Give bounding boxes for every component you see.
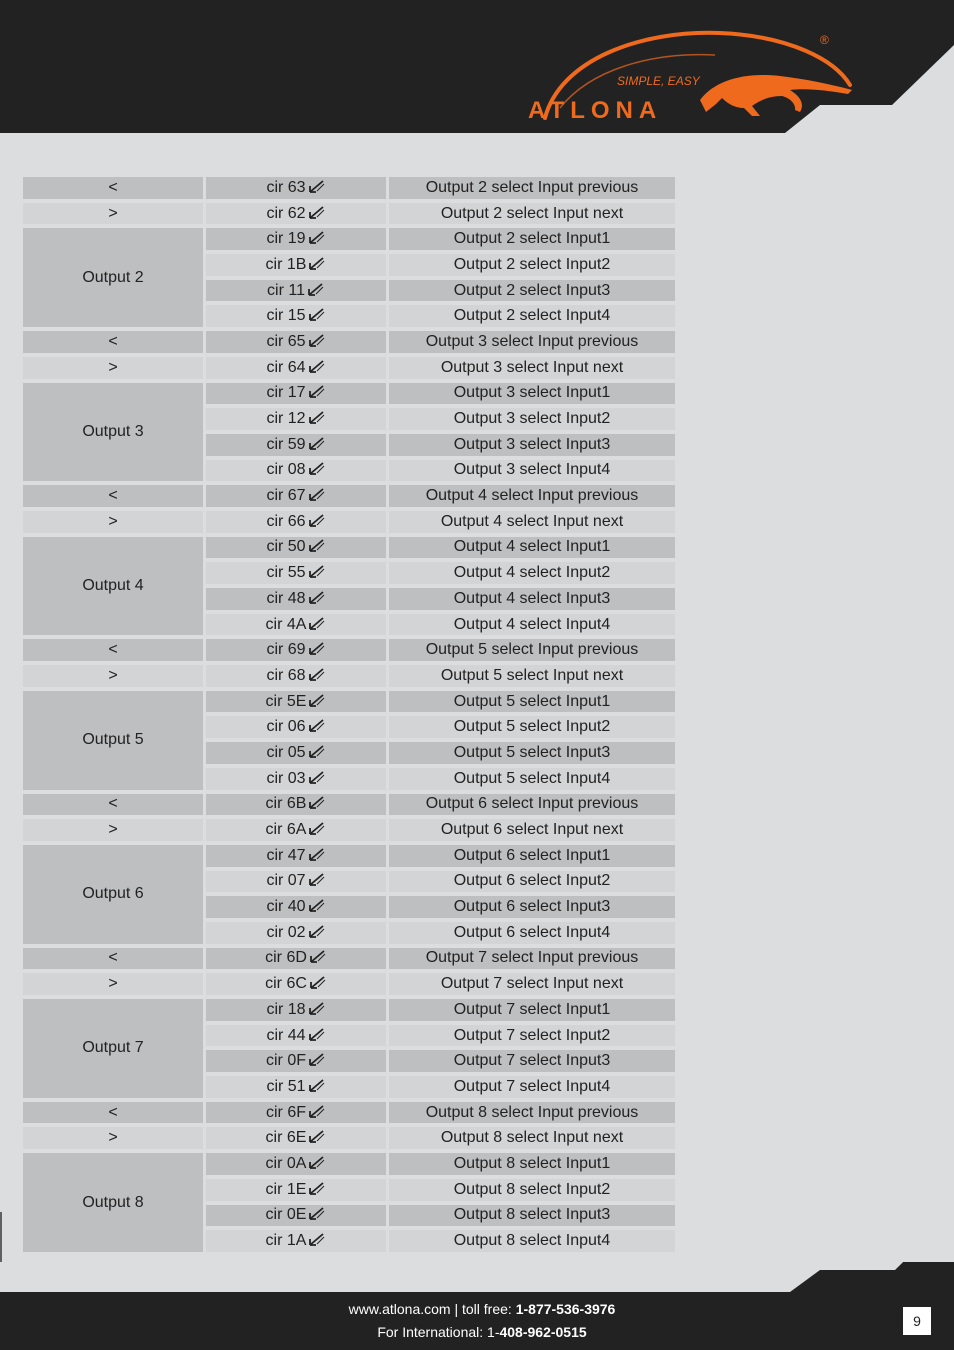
output-group-label: Output 5 (23, 691, 203, 790)
ir-code: cir 0F (266, 1052, 306, 1070)
ir-code-cell (206, 1179, 386, 1201)
table-row (23, 357, 675, 379)
ir-code: cir 15 (266, 307, 306, 325)
function-cell: Output 2 select Input3 (389, 280, 675, 302)
ir-code-table (20, 173, 678, 1256)
ir-code: cir 68 (266, 666, 306, 684)
ir-code: cir 07 (266, 872, 306, 890)
ir-code: cir 19 (266, 230, 306, 248)
website-link[interactable]: www.atlona.com (348, 1301, 451, 1317)
function-cell: Output 3 select Input3 (389, 434, 675, 456)
ir-code-cell (206, 639, 386, 661)
ir-code: cir 0A (265, 1154, 307, 1172)
ir-code-cell (206, 999, 386, 1021)
footer-international-line (0, 1323, 954, 1341)
return-arrow-icon (308, 744, 326, 758)
function-cell: Output 6 select Input3 (389, 896, 675, 918)
table-row (23, 383, 675, 405)
ir-code: cir 6E (265, 1129, 307, 1147)
return-arrow-icon (308, 1104, 326, 1118)
ir-code-cell (206, 537, 386, 559)
return-arrow-icon (308, 1155, 326, 1169)
output-group-label: Output 3 (23, 383, 203, 482)
ir-code-cell (206, 1230, 386, 1252)
button-cell: > (23, 511, 203, 533)
ir-code-cell (206, 1127, 386, 1149)
function-cell: Output 2 select Input previous (389, 177, 675, 199)
ir-code: cir 44 (266, 1026, 306, 1044)
ir-code-cell (206, 434, 386, 456)
table-row (23, 845, 675, 867)
table-row (23, 177, 675, 199)
button-cell: > (23, 357, 203, 379)
output-group-label: Output 8 (23, 1153, 203, 1252)
function-cell: Output 7 select Input4 (389, 1076, 675, 1098)
page-number: 9 (903, 1307, 931, 1335)
function-cell: Output 2 select Input2 (389, 254, 675, 276)
ir-code-cell (206, 896, 386, 918)
return-arrow-icon (308, 436, 326, 450)
return-arrow-icon (308, 333, 326, 347)
table-row (23, 794, 675, 816)
return-arrow-icon (308, 461, 326, 475)
button-cell: < (23, 1102, 203, 1124)
return-arrow-icon (308, 513, 326, 527)
page-footer (0, 1262, 954, 1350)
ir-code-cell (206, 819, 386, 841)
function-cell: Output 5 select Input previous (389, 639, 675, 661)
ir-code: cir 6D (265, 949, 307, 967)
ir-code-cell (206, 203, 386, 225)
table-row (23, 485, 675, 507)
function-cell: Output 7 select Input2 (389, 1025, 675, 1047)
button-cell: < (23, 485, 203, 507)
function-cell: Output 5 select Input next (389, 665, 675, 687)
ir-code: cir 47 (266, 846, 306, 864)
function-cell: Output 6 select Input next (389, 819, 675, 841)
return-arrow-icon (308, 770, 326, 784)
ir-code-cell (206, 742, 386, 764)
table-row (23, 1127, 675, 1149)
return-arrow-icon (308, 641, 326, 655)
ir-code-cell (206, 1153, 386, 1175)
function-cell: Output 4 select Input3 (389, 588, 675, 610)
return-arrow-icon (308, 847, 326, 861)
footer-contact-line (0, 1300, 954, 1318)
button-cell: < (23, 639, 203, 661)
ir-code: cir 48 (266, 589, 306, 607)
return-arrow-icon (308, 1052, 326, 1066)
ir-code: cir 06 (266, 718, 306, 736)
return-arrow-icon (308, 590, 326, 604)
function-cell: Output 8 select Input3 (389, 1205, 675, 1227)
button-cell: > (23, 203, 203, 225)
function-cell: Output 3 select Input next (389, 357, 675, 379)
table-row (23, 639, 675, 661)
table-row (23, 537, 675, 559)
return-arrow-icon (308, 410, 326, 424)
function-cell: Output 8 select Input previous (389, 1102, 675, 1124)
return-arrow-icon (309, 975, 327, 989)
function-cell: Output 2 select Input4 (389, 305, 675, 327)
ir-code: cir 03 (266, 769, 306, 787)
button-cell: < (23, 331, 203, 353)
ir-code-cell (206, 1025, 386, 1047)
return-arrow-icon (308, 821, 326, 835)
return-arrow-icon (308, 1232, 326, 1246)
return-arrow-icon (308, 1001, 326, 1015)
international-label: For International: 1- (377, 1324, 500, 1340)
ir-code-cell (206, 948, 386, 970)
button-cell: < (23, 794, 203, 816)
return-arrow-icon (308, 307, 326, 321)
function-cell: Output 5 select Input4 (389, 768, 675, 790)
ir-code: cir 62 (266, 204, 306, 222)
ir-code: cir 08 (266, 461, 306, 479)
ir-code: cir 6F (266, 1103, 306, 1121)
ir-code-cell (206, 716, 386, 738)
ir-code-cell (206, 1050, 386, 1072)
ir-code-cell (206, 871, 386, 893)
ir-code-cell (206, 1102, 386, 1124)
return-arrow-icon (308, 179, 326, 193)
table-row (23, 1102, 675, 1124)
return-arrow-icon (308, 616, 326, 630)
function-cell: Output 3 select Input2 (389, 408, 675, 430)
function-cell: Output 8 select Input next (389, 1127, 675, 1149)
table-row (23, 819, 675, 841)
ir-code: cir 63 (266, 178, 306, 196)
output-group-label: Output 7 (23, 999, 203, 1098)
ir-code: cir 0E (265, 1206, 307, 1224)
return-arrow-icon (308, 230, 326, 244)
left-edge-strip (0, 1212, 2, 1262)
function-cell: Output 7 select Input3 (389, 1050, 675, 1072)
ir-code-cell (206, 485, 386, 507)
return-arrow-icon (308, 667, 326, 681)
ir-code-cell (206, 665, 386, 687)
ir-code: cir 1B (265, 255, 307, 273)
ir-code-cell (206, 305, 386, 327)
function-cell: Output 8 select Input1 (389, 1153, 675, 1175)
function-cell: Output 4 select Input4 (389, 614, 675, 636)
button-cell: > (23, 665, 203, 687)
ir-code-cell (206, 177, 386, 199)
function-cell: Output 3 select Input previous (389, 331, 675, 353)
ir-code: cir 4A (265, 615, 307, 633)
ir-code-cell (206, 460, 386, 482)
return-arrow-icon (308, 384, 326, 398)
header-banner (0, 0, 954, 133)
table-row (23, 691, 675, 713)
toll-free-number: 1-877-536-3976 (515, 1301, 616, 1317)
return-arrow-icon (308, 205, 326, 219)
ir-code-cell (206, 511, 386, 533)
ir-code: cir 18 (266, 1000, 306, 1018)
svg-text:SIMPLE, EASY: SIMPLE, EASY (617, 74, 700, 88)
ir-code-cell (206, 280, 386, 302)
ir-code: cir 40 (266, 898, 306, 916)
ir-code-cell (206, 973, 386, 995)
return-arrow-icon (308, 924, 326, 938)
function-cell: Output 2 select Input next (389, 203, 675, 225)
return-arrow-icon (308, 1206, 326, 1220)
button-cell: > (23, 819, 203, 841)
ir-code: cir 1A (265, 1232, 307, 1250)
ir-code: cir 6C (265, 975, 307, 993)
table-row (23, 973, 675, 995)
ir-code: cir 67 (266, 487, 306, 505)
function-cell: Output 4 select Input next (389, 511, 675, 533)
return-arrow-icon (308, 359, 326, 373)
function-cell: Output 7 select Input next (389, 973, 675, 995)
ir-code: cir 51 (266, 1077, 306, 1095)
page-header (0, 0, 954, 133)
function-cell: Output 7 select Input1 (389, 999, 675, 1021)
button-cell: < (23, 948, 203, 970)
function-cell: Output 6 select Input previous (389, 794, 675, 816)
ir-code: cir 55 (266, 564, 306, 582)
return-arrow-icon (308, 1129, 326, 1143)
ir-code-cell (206, 254, 386, 276)
return-arrow-icon (308, 1027, 326, 1041)
ir-code: cir 59 (266, 435, 306, 453)
output-group-label: Output 4 (23, 537, 203, 636)
ir-code-cell (206, 562, 386, 584)
ir-code: cir 5E (265, 692, 307, 710)
ir-code: cir 64 (266, 358, 306, 376)
ir-code: cir 69 (266, 641, 306, 659)
table-row (23, 948, 675, 970)
ir-code-cell (206, 691, 386, 713)
return-arrow-icon (307, 282, 325, 296)
return-arrow-icon (308, 795, 326, 809)
ir-code: cir 65 (266, 332, 306, 350)
return-arrow-icon (308, 538, 326, 552)
return-arrow-icon (308, 693, 326, 707)
ir-code: cir 6B (265, 795, 307, 813)
table-row (23, 331, 675, 353)
function-cell: Output 6 select Input4 (389, 922, 675, 944)
function-cell: Output 3 select Input1 (389, 383, 675, 405)
function-cell: Output 6 select Input2 (389, 871, 675, 893)
ir-code-cell (206, 768, 386, 790)
ir-code-cell (206, 614, 386, 636)
return-arrow-icon (308, 898, 326, 912)
function-cell: Output 8 select Input4 (389, 1230, 675, 1252)
table-row (23, 511, 675, 533)
ir-code: cir 50 (266, 538, 306, 556)
ir-code: cir 17 (266, 384, 306, 402)
return-arrow-icon (308, 256, 326, 270)
table-row (23, 1153, 675, 1175)
table-row (23, 999, 675, 1021)
function-cell: Output 8 select Input2 (389, 1179, 675, 1201)
svg-text:®: ® (820, 33, 829, 47)
function-cell: Output 3 select Input4 (389, 460, 675, 482)
return-arrow-icon (308, 564, 326, 578)
table-row (23, 665, 675, 687)
return-arrow-icon (308, 1078, 326, 1092)
ir-code-cell (206, 408, 386, 430)
function-cell: Output 5 select Input2 (389, 716, 675, 738)
ir-code-cell (206, 357, 386, 379)
function-cell: Output 4 select Input1 (389, 537, 675, 559)
table-row (23, 228, 675, 250)
return-arrow-icon (309, 949, 327, 963)
ir-code-cell (206, 1205, 386, 1227)
table-row (23, 203, 675, 225)
output-group-label: Output 6 (23, 845, 203, 944)
ir-code-cell (206, 383, 386, 405)
ir-code: cir 02 (266, 923, 306, 941)
return-arrow-icon (308, 487, 326, 501)
function-cell: Output 7 select Input previous (389, 948, 675, 970)
function-cell: Output 6 select Input1 (389, 845, 675, 867)
return-arrow-icon (308, 872, 326, 886)
output-group-label: Output 2 (23, 228, 203, 327)
international-number: 408-962-0515 (499, 1324, 587, 1340)
ir-code-cell (206, 228, 386, 250)
ir-code: cir 6A (265, 821, 307, 839)
function-cell: Output 4 select Input2 (389, 562, 675, 584)
ir-code: cir 66 (266, 512, 306, 530)
function-cell: Output 5 select Input3 (389, 742, 675, 764)
ir-code-cell (206, 588, 386, 610)
ir-code-cell (206, 331, 386, 353)
ir-code-cell (206, 1076, 386, 1098)
function-cell: Output 4 select Input previous (389, 485, 675, 507)
button-cell: > (23, 973, 203, 995)
ir-code-cell (206, 794, 386, 816)
return-arrow-icon (308, 718, 326, 732)
ir-code: cir 11 (267, 281, 305, 299)
ir-code-cell (206, 922, 386, 944)
svg-text:ATLONA: ATLONA (528, 97, 663, 124)
function-cell: Output 2 select Input1 (389, 228, 675, 250)
ir-code-cell (206, 845, 386, 867)
ir-code: cir 1E (265, 1180, 307, 1198)
toll-free-label: | toll free: (450, 1301, 516, 1317)
return-arrow-icon (308, 1181, 326, 1195)
button-cell: > (23, 1127, 203, 1149)
ir-code: cir 12 (266, 410, 306, 428)
button-cell: < (23, 177, 203, 199)
ir-code: cir 05 (266, 743, 306, 761)
function-cell: Output 5 select Input1 (389, 691, 675, 713)
